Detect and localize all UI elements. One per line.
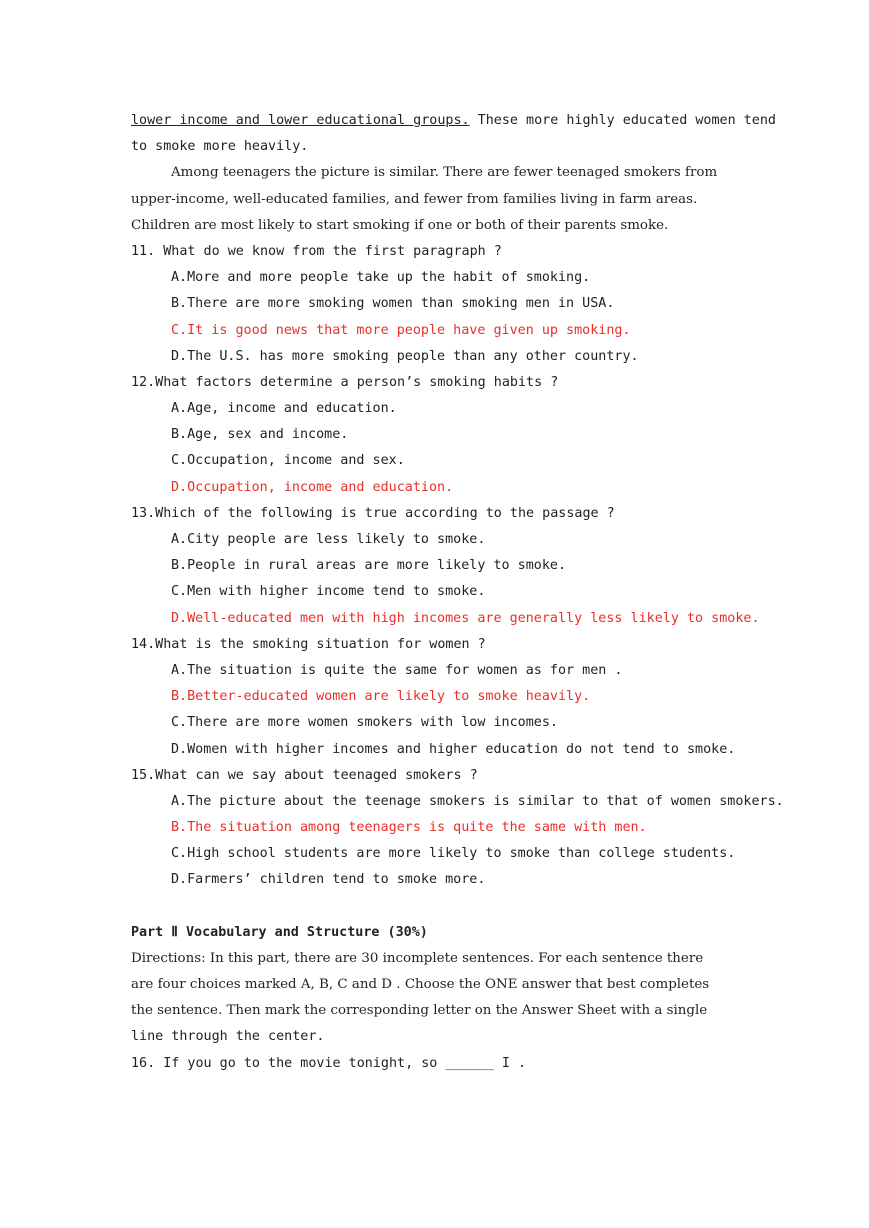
passage-line: Among teenagers the picture is similar. There are fewer teenaged smokers from <box>171 165 718 181</box>
section-heading: Part Ⅱ Vocabulary and Structure (30%) <box>131 924 428 940</box>
question-stem: 12.What factors determine a person’s smoking habits ? <box>131 374 559 390</box>
passage-line <box>131 108 776 134</box>
answer-option: A.Age, income and education. <box>171 401 397 417</box>
question-stem: 13.Which of the following is true according to the passage ? <box>131 505 615 521</box>
directions-line: the sentence. Then mark the corresponding letter on the Answer Sheet with a single <box>131 1003 708 1019</box>
answer-option-correct: D.Occupation, income and education. <box>171 479 454 495</box>
question-stem: 14.What is the smoking situation for women ? <box>131 636 486 652</box>
answer-option: C.Occupation, income and sex. <box>171 453 405 469</box>
question-stem: 15.What can we say about teenaged smokers ? <box>131 767 478 783</box>
answer-option: A.More and more people take up the habit of smoking. <box>171 270 591 286</box>
answer-option: B.There are more smoking women than smoking men in USA. <box>171 296 615 312</box>
passage-line: Children are most likely to start smoking if one or both of their parents smoke. <box>131 217 669 233</box>
question-stem: 16. If you go to the movie tonight, so ______ I . <box>131 1055 527 1071</box>
answer-option: C.High school students are more likely to smoke than college students. <box>171 846 736 862</box>
passage-line: upper-income, well-educated families, and fewer from families living in farm areas. <box>131 191 698 207</box>
directions-line: are four choices marked A, B, C and D . Choose the ONE answer that best completes <box>131 977 710 992</box>
answer-option: D.The U.S. has more smoking people than any other country. <box>171 348 639 364</box>
answer-option-correct: B.Better-educated women are likely to smoke heavily. <box>171 689 591 705</box>
answer-option-correct: C.It is good news that more people have given up smoking. <box>171 322 631 338</box>
answer-option: C.Men with higher income tend to smoke. <box>171 584 486 600</box>
underlined-text: lower income and lower educational groups. <box>131 113 470 128</box>
directions-line: line through the center. <box>131 1029 325 1045</box>
answer-option: C.There are more women smokers with low incomes. <box>171 715 558 731</box>
answer-option: A.The situation is quite the same for women as for men . <box>171 662 623 678</box>
document-content <box>131 108 784 1077</box>
answer-option: A.City people are less likely to smoke. <box>171 532 486 547</box>
answer-option: D.Farmers’ children tend to smoke more. <box>171 872 486 888</box>
passage-line: to smoke more heavily. <box>131 139 309 155</box>
directions-line: Directions: In this part, there are 30 incomplete sentences. For each sentence there <box>131 950 704 966</box>
answer-option: D.Women with higher incomes and higher education do not tend to smoke. <box>171 741 736 757</box>
question-stem: 11. What do we know from the first paragraph ? <box>131 243 502 259</box>
answer-option-correct: D.Well-educated men with high incomes are generally less likely to smoke. <box>171 610 760 626</box>
answer-option: B.Age, sex and income. <box>171 427 349 443</box>
answer-option: A.The picture about the teenage smokers is similar to that of women smokers. <box>171 793 784 809</box>
answer-option: B.People in rural areas are more likely to smoke. <box>171 558 567 574</box>
answer-option-correct: B.The situation among teenagers is quite the same with men. <box>171 820 647 836</box>
passage-text: These more highly educated women tend <box>469 113 776 128</box>
